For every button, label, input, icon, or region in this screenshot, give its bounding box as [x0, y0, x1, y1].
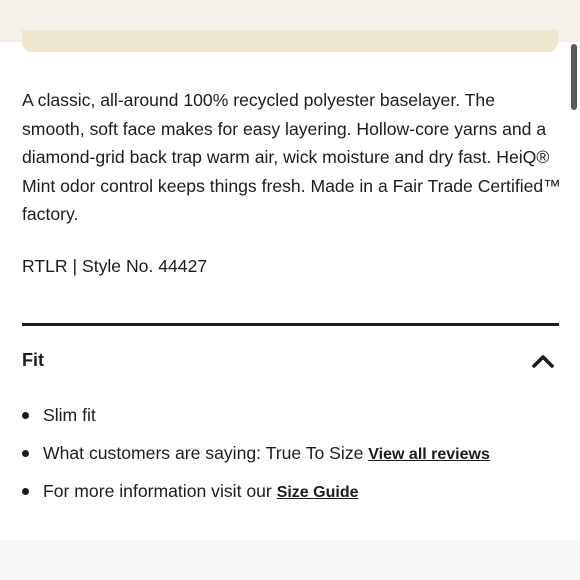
fit-item-text: What customers are saying: True To Size	[43, 443, 369, 463]
top-banner	[0, 0, 580, 42]
list-item	[22, 478, 562, 516]
bullet-icon	[22, 450, 29, 457]
view-all-reviews-link[interactable]: View all reviews	[368, 446, 490, 463]
top-banner-card	[22, 30, 558, 52]
product-description: A classic, all-around 100% recycled polyester baselayer. The smooth, soft face makes for easy layering. Hollow-core yarns and a diamond-grid back trap warm air, wick moisture and dry fast. HeiQ® Mint odor control keeps things fresh. Made in a Fair Trade Certified™ factory.	[22, 90, 561, 225]
list-item	[22, 402, 562, 440]
style-number: RTLR | Style No. 44427	[22, 256, 208, 276]
fit-accordion-header[interactable]	[22, 344, 558, 380]
size-guide-link[interactable]: Size Guide	[276, 484, 359, 501]
bullet-icon	[22, 488, 29, 495]
fit-list	[22, 402, 562, 516]
bottom-section-bg	[0, 540, 580, 580]
scrollbar-thumb[interactable]	[571, 44, 577, 110]
fit-item-text: For more information visit our	[43, 481, 277, 501]
chevron-up-icon[interactable]	[532, 354, 554, 368]
fit-title: Fit	[22, 350, 44, 370]
bullet-icon	[22, 412, 29, 419]
list-item	[22, 440, 562, 478]
section-divider	[22, 323, 559, 326]
fit-item-text: Slim fit	[43, 405, 96, 425]
